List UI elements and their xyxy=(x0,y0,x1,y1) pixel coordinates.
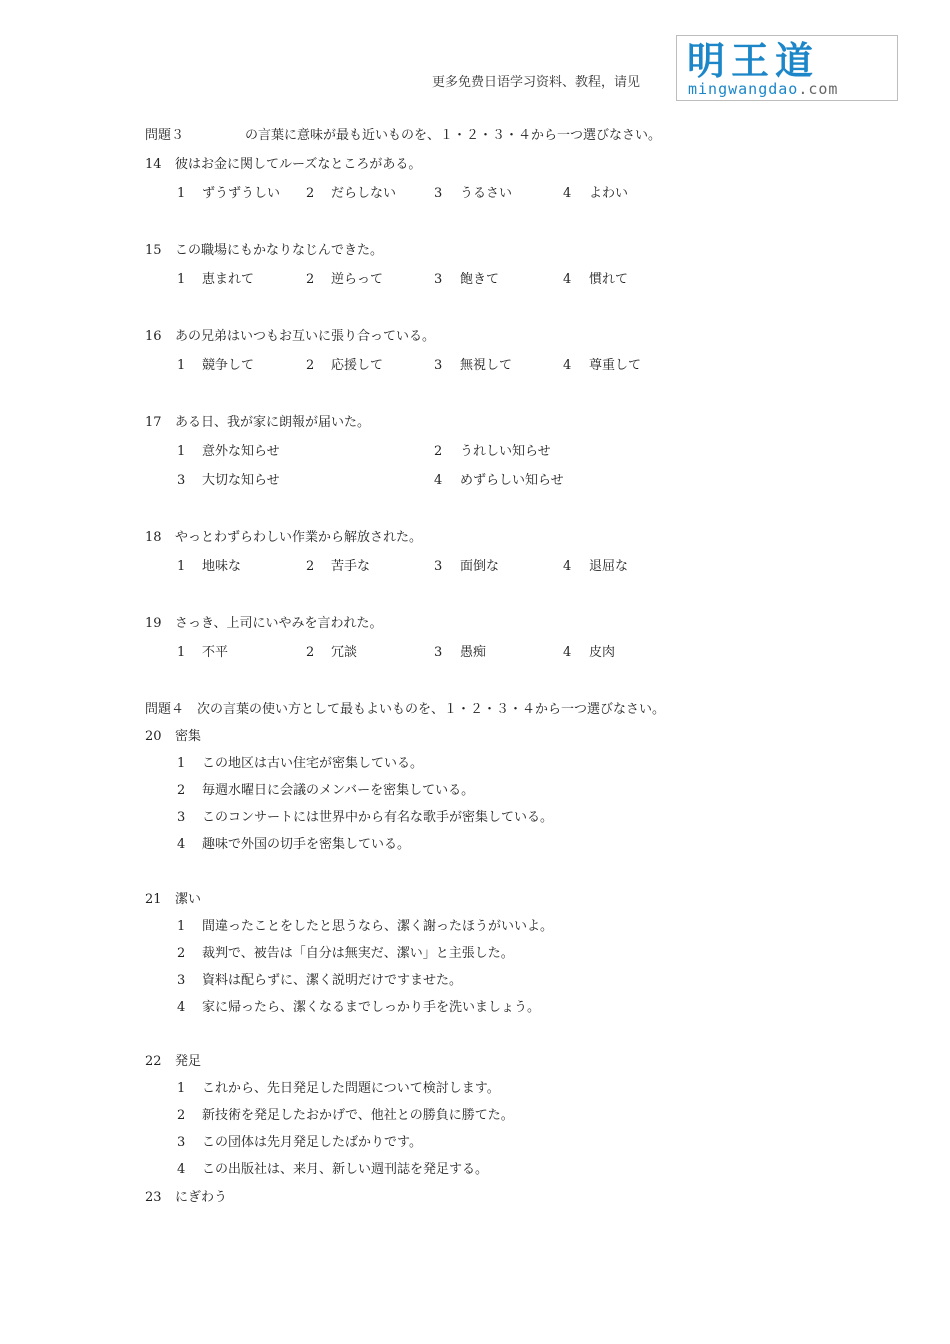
section3-label: 問題３ xyxy=(145,128,185,143)
option-text: 資料は配らずに、潔く説明だけですませた。 xyxy=(202,973,463,988)
option-number: 2 xyxy=(177,946,186,961)
option-number: 3 xyxy=(177,810,186,825)
page-header xyxy=(0,0,950,110)
option-text: この地区は古い住宅が密集している。 xyxy=(202,756,424,771)
option-text: 意外な知らせ xyxy=(202,444,280,459)
question-number: 20 xyxy=(145,729,162,744)
option-text: 競争して xyxy=(202,358,255,373)
option-number: 1 xyxy=(177,559,186,574)
option-number: 4 xyxy=(563,272,572,287)
logo-sub-text xyxy=(688,81,838,97)
option-text: よわい xyxy=(589,186,629,201)
option-text: うるさい xyxy=(460,186,513,201)
option-text: 不平 xyxy=(202,645,229,660)
question-text: 彼はお金に関してルーズなところがある。 xyxy=(175,157,422,172)
logo-main-text: 明王道 xyxy=(687,39,820,83)
question-text: 潔い xyxy=(175,892,202,907)
option-text: 苦手な xyxy=(331,559,371,574)
option-number: 4 xyxy=(177,1162,186,1177)
option-number: 4 xyxy=(563,559,572,574)
option-text: ずうずうしい xyxy=(202,186,281,201)
question-number: 23 xyxy=(145,1190,162,1205)
question-number: 17 xyxy=(145,415,162,430)
option-number: 4 xyxy=(434,473,443,488)
option-number: 2 xyxy=(306,272,315,287)
option-text: 逆らって xyxy=(331,272,384,287)
option-number: 3 xyxy=(434,358,443,373)
option-number: 1 xyxy=(177,444,186,459)
option-text: 毎週水曜日に会議のメンバーを密集している。 xyxy=(202,783,475,798)
option-text: この出版社は、来月、新しい週刊誌を発足する。 xyxy=(202,1162,489,1177)
option-text: 間違ったことをしたと思うなら、潔く謝ったほうがいいよ。 xyxy=(202,919,554,934)
question-number: 19 xyxy=(145,616,162,631)
question-text: にぎわう xyxy=(175,1190,228,1205)
option-text: 慣れて xyxy=(589,272,629,287)
option-number: 3 xyxy=(434,645,443,660)
option-text: 退屈な xyxy=(589,559,629,574)
option-number: 2 xyxy=(306,645,315,660)
option-number: 3 xyxy=(177,473,186,488)
option-text: 恵まれて xyxy=(202,272,255,287)
option-text: 愚痴 xyxy=(460,645,487,660)
question-text: あの兄弟はいつもお互いに張り合っている。 xyxy=(175,329,436,344)
option-text: 無視して xyxy=(460,358,513,373)
option-number: 2 xyxy=(306,559,315,574)
option-text: うれしい知らせ xyxy=(460,444,551,459)
question-number: 14 xyxy=(145,157,162,172)
option-text: だらしない xyxy=(331,186,397,201)
section4-instruction: 問題４ 次の言葉の使い方として最もよいものを、１・２・３・４から一つ選びなさい。 xyxy=(145,702,666,717)
question-text: やっとわずらわしい作業から解放された。 xyxy=(175,530,423,545)
option-text: 新技術を発足したおかげで、他社との勝負に勝てた。 xyxy=(202,1108,514,1123)
logo-domain-suffix: .com xyxy=(798,80,839,98)
option-number: 4 xyxy=(177,1000,186,1015)
option-number: 1 xyxy=(177,186,186,201)
option-text: 家に帰ったら、潔くなるまでしっかり手を洗いましょう。 xyxy=(202,1000,541,1015)
option-number: 2 xyxy=(434,444,443,459)
option-text: 面倒な xyxy=(460,559,500,574)
option-number: 3 xyxy=(177,1135,186,1150)
option-text: めずらしい知らせ xyxy=(460,473,564,488)
option-text: 皮肉 xyxy=(589,645,616,660)
header-promo-text: 更多免费日语学习资料、教程，请见 xyxy=(432,75,641,90)
option-text: 飽きて xyxy=(460,272,500,287)
question-number: 15 xyxy=(145,243,162,258)
option-text: この団体は先月発足したばかりです。 xyxy=(202,1135,422,1150)
question-number: 16 xyxy=(145,329,162,344)
section3-instruction: の言葉に意味が最も近いものを、１・２・３・４から一つ選びなさい。 xyxy=(245,128,662,143)
option-number: 1 xyxy=(177,358,186,373)
option-number: 2 xyxy=(177,1108,186,1123)
option-text: 尊重して xyxy=(589,358,642,373)
question-text: 発足 xyxy=(175,1054,202,1069)
option-number: 3 xyxy=(434,272,443,287)
option-number: 3 xyxy=(434,559,443,574)
option-number: 4 xyxy=(563,186,572,201)
option-number: 1 xyxy=(177,645,186,660)
option-text: 冗談 xyxy=(331,645,358,660)
site-logo[interactable] xyxy=(676,35,898,101)
option-text: 裁判で、被告は「自分は無実だ、潔い」と主張した。 xyxy=(202,946,514,961)
option-number: 4 xyxy=(177,837,186,852)
option-number: 2 xyxy=(306,358,315,373)
option-number: 1 xyxy=(177,756,186,771)
question-text: 密集 xyxy=(175,729,202,744)
question-text: さっき、上司にいやみを言われた。 xyxy=(175,616,383,631)
option-number: 1 xyxy=(177,272,186,287)
question-text: ある日、我が家に朗報が届いた。 xyxy=(175,415,371,430)
question-number: 18 xyxy=(145,530,162,545)
question-number: 22 xyxy=(145,1054,162,1069)
option-number: 1 xyxy=(177,1081,186,1096)
option-number: 2 xyxy=(306,186,315,201)
option-text: このコンサートには世界中から有名な歌手が密集している。 xyxy=(202,810,554,825)
option-number: 3 xyxy=(434,186,443,201)
question-number: 21 xyxy=(145,892,162,907)
question-text: この職場にもかなりなじんできた。 xyxy=(175,243,384,258)
option-number: 4 xyxy=(563,645,572,660)
option-text: 趣味で外国の切手を密集している。 xyxy=(202,837,411,852)
option-text: 地味な xyxy=(202,559,242,574)
option-number: 2 xyxy=(177,783,186,798)
option-number: 1 xyxy=(177,919,186,934)
logo-domain-name: mingwangdao xyxy=(688,80,799,98)
option-text: これから、先日発足した問題について検討します。 xyxy=(202,1081,500,1096)
option-number: 4 xyxy=(563,358,572,373)
option-number: 3 xyxy=(177,973,186,988)
option-text: 応援して xyxy=(331,358,384,373)
option-text: 大切な知らせ xyxy=(202,473,280,488)
